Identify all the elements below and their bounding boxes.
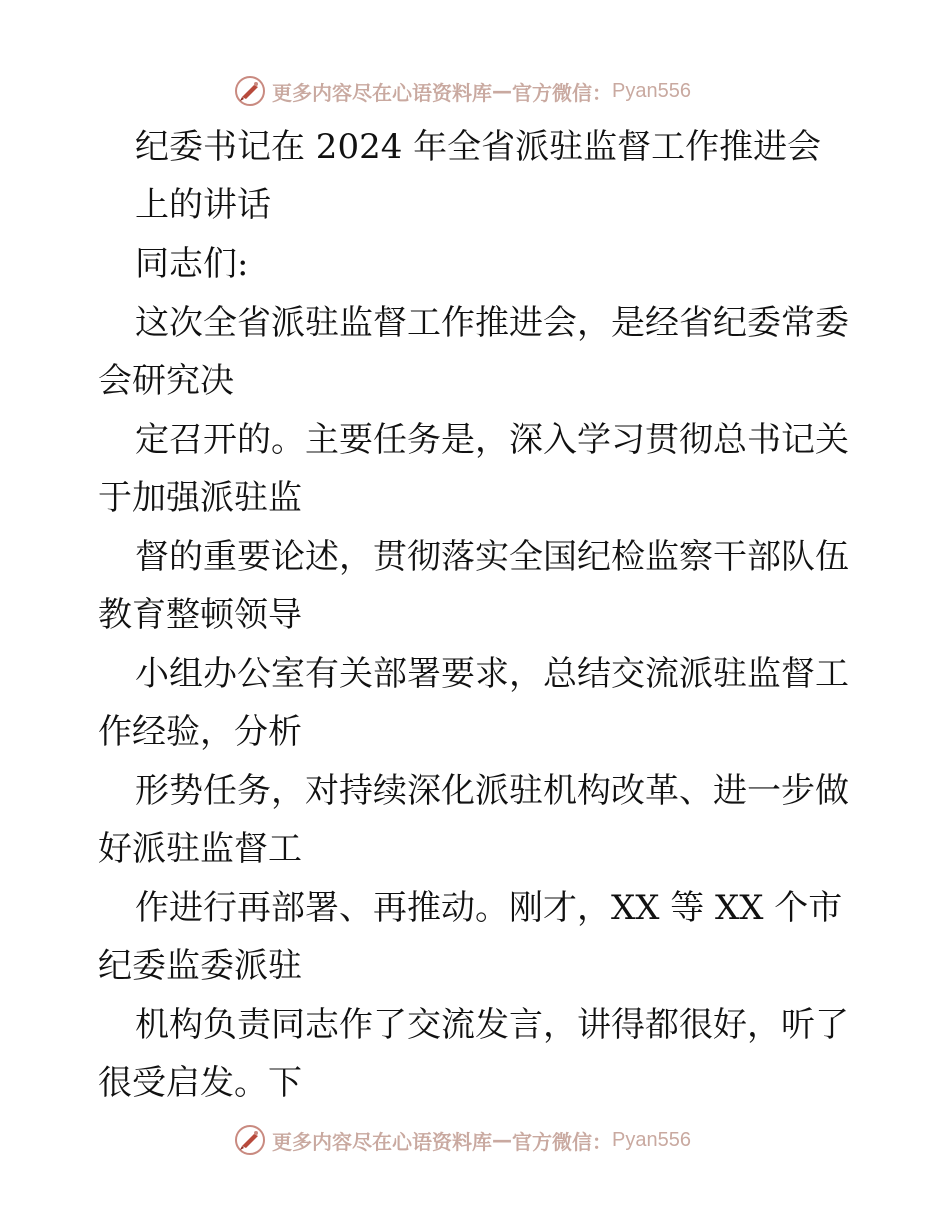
banner-main-text: 更多内容尽在心语资料库	[272, 80, 492, 105]
body-line: 督的重要论述，贯彻落实全国纪检监察干部队伍	[135, 537, 849, 577]
body-line: 小组办公室有关部署要求，总结交流派驻监督工	[135, 654, 849, 694]
body-line: 教育整顿领导	[98, 595, 302, 635]
document-title-line-1: 纪委书记在 2024 年全省派驻监督工作推进会	[135, 127, 822, 167]
banner-wechat-id: Pyan556	[612, 1128, 691, 1151]
body-line: 作进行再部署、再推动。刚才，XX 等 XX 个市	[135, 888, 843, 928]
banner-wechat-id: Pyan556	[612, 79, 691, 102]
body-line: 很受启发。下	[98, 1063, 302, 1103]
footer-watermark-banner	[234, 1123, 691, 1157]
pen-logo-icon	[234, 75, 266, 107]
banner-separator: —	[492, 1128, 512, 1152]
body-line: 形势任务，对持续深化派驻机构改革、进一步做	[135, 771, 849, 811]
banner-wechat-label: 官方微信：	[512, 1129, 612, 1154]
pen-logo-icon	[234, 1124, 266, 1156]
body-line: 于加强派驻监	[98, 478, 302, 518]
document-title-line-2: 上的讲话	[135, 185, 271, 225]
body-line: 纪委监委派驻	[98, 946, 302, 986]
salutation: 同志们:	[135, 244, 249, 284]
body-line: 机构负责同志作了交流发言，讲得都很好，听了	[135, 1005, 849, 1045]
body-line: 这次全省派驻监督工作推进会，是经省纪委常委	[135, 303, 849, 343]
banner-main-text: 更多内容尽在心语资料库	[272, 1129, 492, 1154]
body-line: 好派驻监督工	[98, 829, 302, 869]
banner-wechat-label: 官方微信：	[512, 80, 612, 105]
banner-separator: —	[492, 79, 512, 103]
header-watermark-banner	[234, 74, 691, 108]
body-line: 定召开的。主要任务是，深入学习贯彻总书记关	[135, 420, 849, 460]
body-line: 会研究决	[98, 361, 234, 401]
body-line: 作经验，分析	[98, 712, 302, 752]
